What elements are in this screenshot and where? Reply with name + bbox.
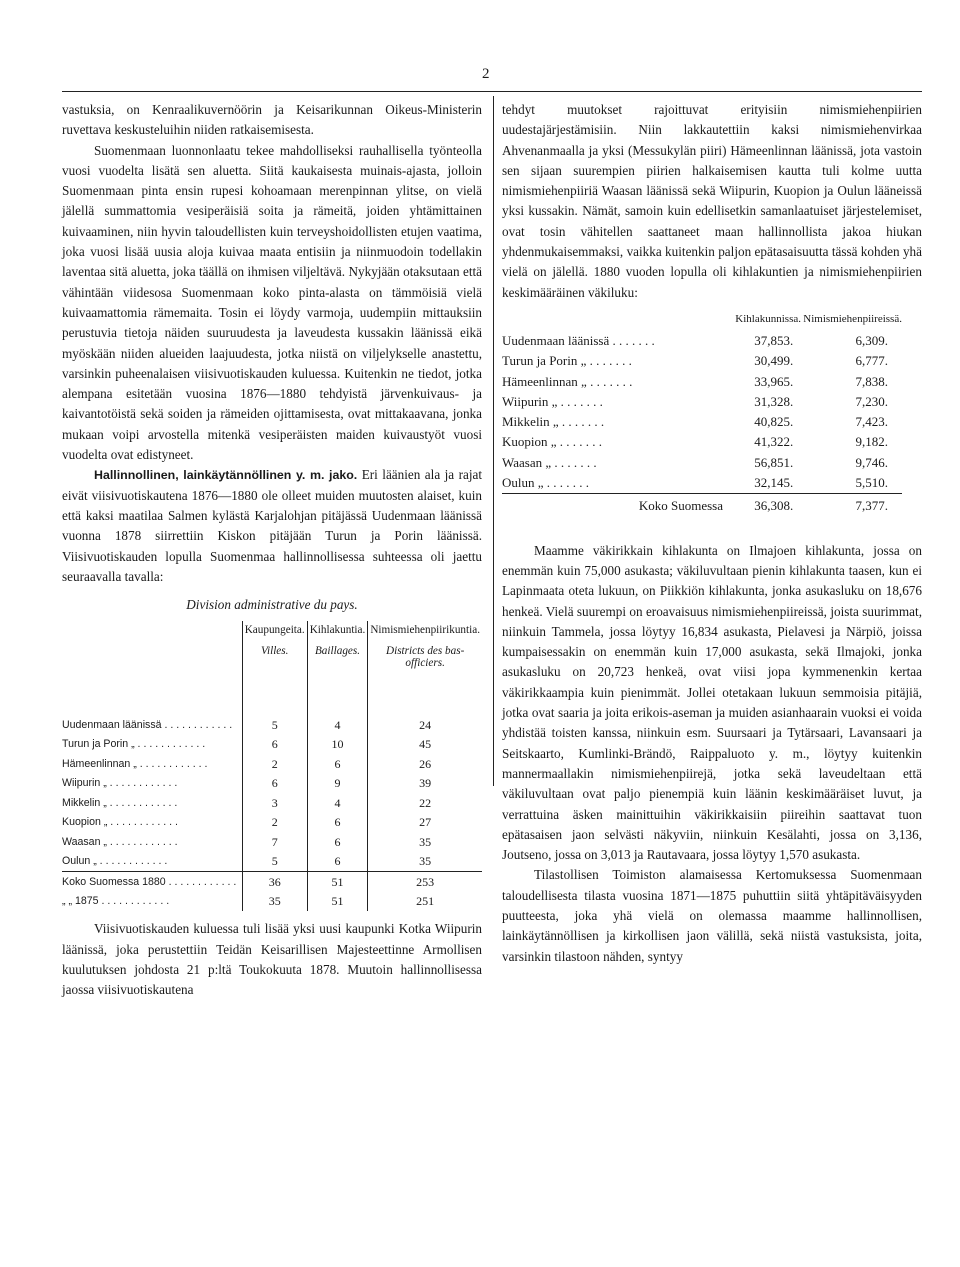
cell-towns: 35 [242,892,307,912]
population-table-header [502,313,902,331]
division-table-header-fi [62,621,482,642]
row-label: Uudenmaan läänissä . . . . . . . . . . . . [62,718,233,731]
row-label: Wiipurin „ . . . . . . . . . . . . [62,777,178,790]
division-table-corner [62,621,242,642]
row-label: Oulun „ . . . . . . . . . . . . [62,855,168,868]
cell-sheriff-districts: 35 [368,852,482,872]
row-label: Koko Suomessa 1880 . . . . . . . . . . . . [62,872,242,892]
cell-sheriff-districts: 24 [368,715,482,735]
page-number: 2 [482,66,490,82]
cell-districts: 4 [307,793,368,813]
cell-towns: 36 [242,872,307,892]
left-paragraph-3-text: Eri läänien ala ja rajat eivät viisivuotiskautena 1876—1880 ole olleet muiden muutosten alaiset, kuin että kaksi maatilaa Salmen kylästä Karjalohjan pitäjässä Uudenmaan läänissä vuonna 1878 siirrettiin Kiskon pitäjään Turun ja Porin läänissä. Viisivuotiskauden lopulla Suomenmaa hallinnollisessa suhteessa oli jaettu seuraavalla tavalla: [62,467,483,584]
right-paragraph-3: Tilastollisen Toimiston alamaisessa Kertomuksessa Suomenmaan taloudellisesta tilasta vuosina 1871—1875 puhuttiin siitä yhtäpitäväisyyden puutteesta, joka yhä vielä on olemassa maamme hallinnollisen, lainkäytännöllisen ja kirkollisen jaon välillä, sekä niistä vastuksista, joita, varsinkin tilastoon nähden, syntyy [502,867,922,964]
row-label: Turun ja Porin „ . . . . . . . . . . . . [62,738,206,751]
row-label: Turun ja Porin „ . . . . . . . [502,353,632,369]
cell-districts: 51 [307,872,368,892]
row-label: Hämeenlinnan „ . . . . . . . [502,373,633,389]
cell-sheriff-districts: 27 [368,813,482,833]
cell-districts: 6 [307,832,368,852]
cell-towns: 6 [242,774,307,794]
cell-sheriff-pop: 7,230. [855,393,888,409]
table-row-total [62,892,482,912]
header-districts-fr: Baillages. [307,642,368,675]
header-towns-fr: Villes. [242,642,307,675]
table-row [502,331,902,351]
table-row [502,351,902,371]
column-divider [493,96,494,786]
row-label: Mikkelin „ . . . . . . . [502,414,605,430]
table-row [62,715,482,735]
cell-district-pop: 41,322. [754,434,794,450]
cell-districts: 10 [307,735,368,755]
table-row [502,432,902,452]
row-label: „ „ 1875 . . . . . . . . . . . . [62,895,170,908]
cell-districts: 51 [307,892,368,912]
cell-towns: 2 [242,754,307,774]
table-row [62,793,482,813]
cell-sheriff-pop: 9,182. [855,434,888,450]
cell-district-pop: 31,328. [754,393,794,409]
cell-sheriff-pop: 7,838. [855,373,888,389]
table-row [502,392,902,412]
table-row [502,412,902,432]
cell-district-pop: 36,308. [733,494,803,517]
cell-towns: 7 [242,832,307,852]
row-label: Koko Suomessa [502,494,733,517]
division-table-corner-2 [62,642,242,675]
row-label: Kuopion „ . . . . . . . [502,434,603,450]
cell-sheriff-districts: 45 [368,735,482,755]
cell-sheriff-districts: 39 [368,774,482,794]
table-row [62,774,482,794]
population-table-corner [502,313,733,331]
cell-towns: 6 [242,735,307,755]
left-column [62,100,482,1001]
table-row [502,453,902,473]
cell-district-pop: 30,499. [754,353,794,369]
cell-district-pop: 40,825. [754,414,794,430]
cell-sheriff-pop: 9,746. [855,454,888,470]
cell-sheriff-pop: 6,309. [855,332,888,348]
cell-district-pop: 33,965. [754,373,794,389]
cell-sheriff-pop: 7,423. [855,414,888,430]
cell-towns: 2 [242,813,307,833]
section-heading: Hallinnollinen, lainkäytännöllinen y. m. jako. [94,468,358,483]
cell-towns: 5 [242,852,307,872]
cell-sheriff-districts: 22 [368,793,482,813]
cell-districts: 6 [307,852,368,872]
table-row [62,754,482,774]
table-row [62,852,482,872]
division-table [62,621,482,911]
left-paragraph-4: Viisivuotiskauden kuluessa tuli lisää yksi uusi kaupunki Kotka Wiipurin läänissä, joka perustettiin Teidän Keisarillisen Majesteettinne Armollisen kuulutuksen johdosta 21 p:ltä Toukokuuta 1878. Muutoin hallinnollisessa jaossa viisivuotiskautena [62,921,482,998]
division-table-spacer [62,675,482,715]
cell-sheriff-districts: 35 [368,832,482,852]
row-label: Wiipurin „ . . . . . . . [502,393,603,409]
cell-sheriff-pop: 6,777. [855,353,888,369]
header-sheriff-districts: Nimismiehenpiirikuntia. [368,621,482,642]
row-label: Kuopion „ . . . . . . . . . . . . [62,816,178,829]
left-paragraph-2: Suomenmaan luonnonlaatu tekee mahdolliseksi rauhallisella työnteolla vuosi vuodelta lisätä sen aluetta. Siitä kaukaisesta muinais-ajasta, jolloin Suomenmaan pinta ensin rupesi kohoamaan merenpinnan ylitse, on vielä jälellä summattomia vesiperäisiä soita ja rämeitä, joiden yhtämittainen kuivaaminen, niin hyvin taloudellisten kuin terveyshoidollisten etujen vaatima, joka vuosi lisää uusia aloja kuivaa maata entisiin ja niinmuodoin todellakin laventaa sitä aluetta, joka täällä on ihmisen viljeltävä. Nykyjään otaksutaan että vähintään viidesosa Suomenmaan koko pinta-alasta on tämmöisiä vielä kuivaamattomia rämemaita. Tosin ei löydy varmoja, uudempiin mittauksiin perustuvia tietoja näiden suuruudesta ja laveudesta kussakin läänissä eikä myöskään niiden alueiden laajuudesta, jotka niistä on viljelykselle anastettu, varsinkin puheenalaisen viisivuotiskauden kuluessa. Kuitenkin ne tiedot, jotka alempana esitetään vuosina 1876—1880 tehdyistä järvenkuivaus- ja kaivantotöistä sekä soiden ja rämeiden ojittamisesta, ovat mittakaavana, jonka mukaan voipi arvostella mitenkä vesiperäisten maiden kuivaustyöt vuosi vuodelta ovat edistyneet. [62,142,482,463]
cell-sheriff-districts: 251 [368,892,482,912]
table-row [62,735,482,755]
right-paragraph-2: Maamme väkirikkain kihlakunta on Ilmajoen kihlakunta, jossa on enemmän kuin 75,000 asukasta; väkiluvultaan pienin kihlakunta taasen, kun ei Lapinmaata oteta lukuun, on Piikkiön kihlakunta, jonka asukasluku on 18,676 henkeä. Vielä suurempi on eroavaisuus nimismiehenpiireissä, joista suurimmat, niinkuin Tammela, jossa löytyy 16,834 asukasta, Pielavesi ja Närpiö, joissa kumpaisessakin on enemmän kuin 17,000 asukasta, sekä Ilmajoki, jonka asukasluku on 20,723 henkeä, ovat viisi jopa kymmenenkin kertaa väkirikkaampia kuin pienimmät. Jollei otetakaan lukuun semmoisia pitäjiä, jotka ovat saaria ja joita erikois-aseman ja muiden asianhaarain vuoksi ei voida yhdistää toisten kanssa, niinkuin esm. Suursaari ja Tytärsaari, Lavansaari ja Seitskaarto, Kumlinki-Brändö, Raippaluoto y. m., löytyy kuitenkin mannermaallakin nimismiehenpiirejä, jotka sekä laveudeltaan että väkiluvultaan ovat paljo pienempiä kuin läänin keskimääräiset luvut, ja verrattuina äsken mainittuihin väkirikkaisiin piireihin saattavat tuon epätasaisen jaon selvästi näkyviin, niinkuin Kesälahti, jossa on 3,136, Joutseno, jossa on 3,013 ja Rautavaara, jossa löytyy 1,570 asukasta. [502,542,922,863]
left-paragraph-3 [62,465,482,587]
cell-sheriff-pop: 5,510. [855,475,888,491]
cell-districts: 9 [307,774,368,794]
row-label: Uudenmaan läänissä . . . . . . . [502,332,655,348]
right-paragraph-1: tehdyt muutokset rajoittuvat erityisiin nimismiehenpiirien uudestajärjestämisiin. Niin lakkautettiin kaksi nimismiehenvirkaa Ahvenanmaalla ja yksi (Messukylän piiri) Hämeenlinnan läänissä, jota vastoin sen sijaan suurempien piirien halkaisemisen kautta tuli kolme uutta nimismiehenpiiriä Waasan läänissä sekä Wiipurin, Kuopion ja Oulun lääneissä yksi kussakin. Nämät, samoin kuin edellisetkin samanlaatuiset järjestelemiset, ovat tosin vähitellen saattaneet maan hallinnollista jakoa hiukan yhdenmukaisemmaksi, vaikka kuitenkin paljon epätasaisuutta tässä kohden yhä vielä on jälellä. 1880 vuoden lopulla oli kihlakuntien ja nimismiehenpiirien keskimääräinen väkiluku: [502,102,922,300]
cell-sheriff-districts: 26 [368,754,482,774]
cell-sheriff-districts: 253 [368,872,482,892]
table-row [62,832,482,852]
header-per-district: Kihlakunnissa. [735,312,801,325]
cell-towns: 3 [242,793,307,813]
cell-district-pop: 37,853. [754,332,794,348]
right-column [502,100,922,967]
population-table [502,313,902,517]
left-paragraph-1: vastuksia, on Kenraalikuvernöörin ja Keisarikunnan Oikeus-Ministerin ruvettava keskusteluihin niiden ratkaisemisesta. [62,102,482,138]
cell-districts: 6 [307,813,368,833]
table-row [502,372,902,392]
division-table-title: Division administrative du pays. [186,597,358,613]
header-sheriff-districts-fr: Districts des bas-officiers. [368,642,482,675]
cell-sheriff-pop: 7,377. [803,494,902,517]
table-row [62,813,482,833]
header-districts: Kihlakuntia. [307,621,368,642]
cell-districts: 4 [307,715,368,735]
row-label: Oulun „ . . . . . . . [502,475,590,491]
header-rule [62,91,922,92]
cell-district-pop: 32,145. [754,475,794,491]
table-row-total [502,494,902,517]
cell-district-pop: 56,851. [754,454,794,470]
cell-districts: 6 [307,754,368,774]
row-label: Mikkelin „ . . . . . . . . . . . . [62,796,178,809]
header-towns: Kaupungeita. [242,621,307,642]
row-label: Waasan „ . . . . . . . . . . . . [62,835,178,848]
cell-towns: 5 [242,715,307,735]
table-row [502,473,902,494]
row-label: Hämeenlinnan „ . . . . . . . . . . . . [62,757,208,770]
division-table-header-fr [62,642,482,675]
table-row-total [62,872,482,892]
header-per-sheriff-district: Nimismiehenpiireissä. [803,312,902,325]
row-label: Waasan „ . . . . . . . [502,454,597,470]
